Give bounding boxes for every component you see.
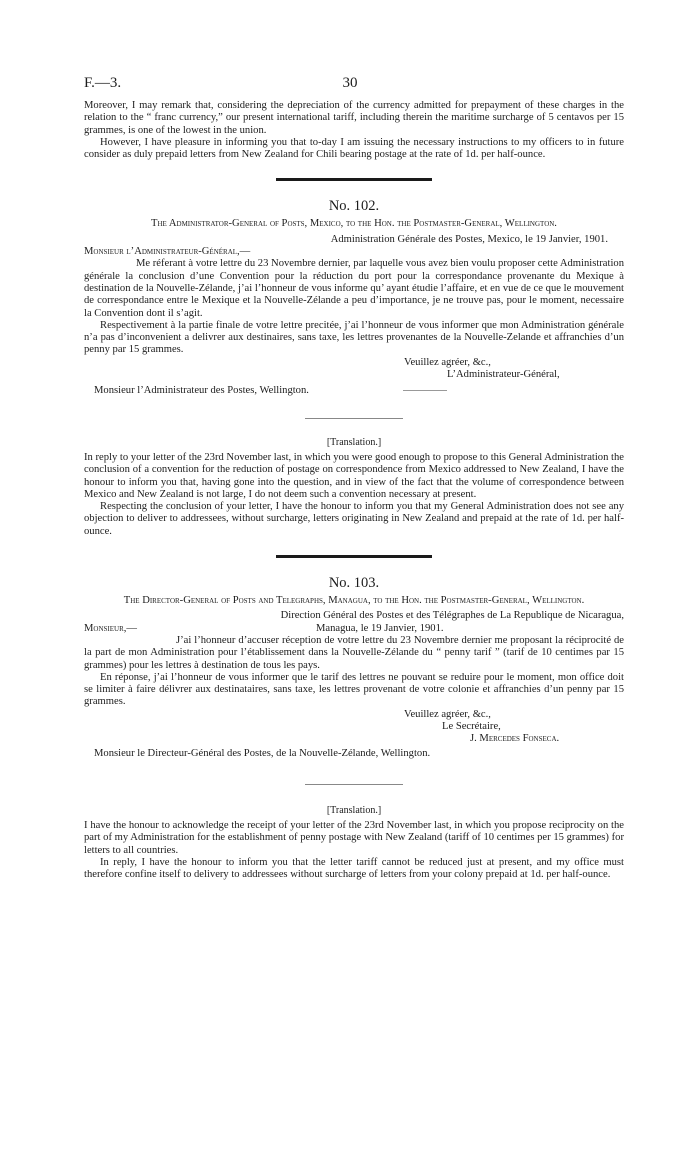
intro-paragraph-1: Moreover, I may remark that, considering the depreciation of the currency admitted for prepayment of these charges in the relation to the “ franc currency,” our present international tariff, including therein the maritime surcharge of 5 centavos per 15 grammes, is one of the lowest in the union. — [84, 100, 624, 136]
letter-103-closing: Veuillez agréer, &c., — [404, 708, 491, 720]
document-body — [84, 100, 624, 882]
section-divider — [276, 555, 432, 558]
translation-divider — [305, 784, 403, 785]
letter-102-paragraph-2: Respectivement à la partie finale de votre lettre precitée, j’ai l’honneur de vous informer que mon Administration générale n’a pas d’inconvenient a delivrer aux destinaires, sans taxe, les lettres provenantes de la Nouvelle-Zelande et affranchies d’un penny par 15 grammes. — [84, 319, 624, 356]
translation-label-text: [Translation.] — [326, 804, 382, 816]
letter-103-paragraph-1: J’ai l’honneur d’accuser réception de votre lettre du 23 Novembre dernier me proposant la réciprocité de la part de mon Administration pour l’établissement dans la Nouvelle-Zélande du “ penny tarif ” (tarif de 10 centimes par 15 grammes) pour les lettres à destination de tous les pays. — [84, 634, 624, 671]
letter-102-addressee-line — [84, 385, 624, 397]
letter-102-signatory: L’Administrateur-Général, — [447, 369, 560, 381]
letter-103-translation-paragraph-1: I have the honour to acknowledge the receipt of your letter of the 23rd November last, in which you propose reciprocity on the part of my Administration for the establishment of penny postage with New Zealand (tariff of 10 centimes per 15 grammes) for letters to all countries. — [84, 820, 624, 856]
page-number: 30 — [342, 75, 358, 91]
letter-103-dateline-2: Managua, le 19 Janvier, 1901. — [316, 622, 444, 634]
letter-103-salutation-row — [84, 623, 624, 635]
letter-103-dateline-1: Direction Général des Postes et des Télégraphes de La Republique de Nicaragua, — [280, 610, 624, 622]
document-reference: F.—3. — [84, 75, 122, 91]
letter-103-title: No. 103. — [328, 575, 380, 592]
letter-102-dateline: Administration Générale des Postes, Mexico, le 19 Janvier, 1901. — [330, 233, 608, 245]
letter-102-translation-paragraph-1: In reply to your letter of the 23rd November last, in which you were good enough to propose to this General Administration the conclusion of a convention for the reduction of postage on correspondence from Mexico addressed to New Zealand, I have the honour to inform you that, having gone into the question, and in view of the fact that the volume of correspondence between Mexico and New Zealand is not large, I do not deem such a convention necessary at present. — [84, 451, 624, 500]
section-divider — [276, 178, 432, 181]
letter-102-paragraph-1: Me réferant à votre lettre du 23 Novembre dernier, par laquelle vous avez bien voulu proposer cette Administration générale la conclusion d’une Convention pour la réduction du port pour la correspondance provenante du Mexique à destination de la Nouvelle-Zélande, j’ai l’honneur de vous informe qu’ ayant étudie l’affaire, et en vue de ce que le mouvement de correspondance entre le Mexique et la Nouvelle-Zélande a peu d’importance, je ne trouve pas, pour le moment, necessaire la Convention dont il s’agit. — [84, 258, 624, 319]
letter-102-title: No. 102. — [328, 198, 380, 215]
letter-102-heading: The Administrator-General of Posts, Mexico, to the Hon. the Postmaster-General, Wellington. — [151, 218, 557, 230]
intro-paragraph-2: However, I have pleasure in informing you that to-day I am issuing the necessary instructions to my officers to in future consider as duly prepaid letters from New Zealand for Chili bearing postage at the rate of 1d. per half-ounce. — [84, 136, 624, 161]
letter-103-signatory-title: Le Secrétaire, — [442, 720, 501, 732]
letter-103-addressee: Monsieur le Directeur-Général des Postes, de la Nouvelle-Zélande, Wellington. — [94, 747, 431, 759]
signature-dash — [403, 390, 447, 391]
letter-103-translation-label — [84, 805, 624, 817]
letter-102-salutation: Monsieur l’Administrateur-Général,— — [84, 246, 251, 258]
translation-divider — [305, 418, 403, 419]
letter-102-closing: Veuillez agréer, &c., — [404, 356, 491, 368]
letter-102-addressee: Monsieur l’Administrateur des Postes, Wellington. — [94, 385, 309, 397]
letter-103-heading: The Director-General of Posts and Telegraphs, Managua, to the Hon. the Postmaster-General, Wellington. — [123, 595, 585, 607]
page-header — [84, 75, 616, 93]
letter-103-salutation: Monsieur,— — [84, 622, 137, 634]
letter-102-translation-label — [84, 437, 624, 449]
letter-103-signatory-name: J. Mercedes Fonseca. — [470, 733, 560, 745]
letter-102-translation-paragraph-2: Respecting the conclusion of your letter, I have the honour to inform you that my General Administration does not see any objection to deliver to addressees, without surcharge, letters originating in New Zealand and prepaid at the rate of 1d. per half-ounce. — [84, 501, 624, 537]
letter-103-paragraph-2: En réponse, j’ai l’honneur de vous informer que le tarif des lettres ne pouvant se reduire pour le moment, mon office doit se limiter à faire délivrer aux destinataires, sans taxe, les lettres provenant de votre colonie et affranchies d’un penny par 15 grammes. — [84, 671, 624, 708]
letter-103-translation-paragraph-2: In reply, I have the honour to inform you that the letter tariff cannot be reduced just at present, and my office must therefore confine itself to delivery to addressees without surcharge of letters from your colony prepaid at 1d. per half-ounce. — [84, 857, 624, 881]
translation-label-text: [Translation.] — [326, 436, 382, 448]
